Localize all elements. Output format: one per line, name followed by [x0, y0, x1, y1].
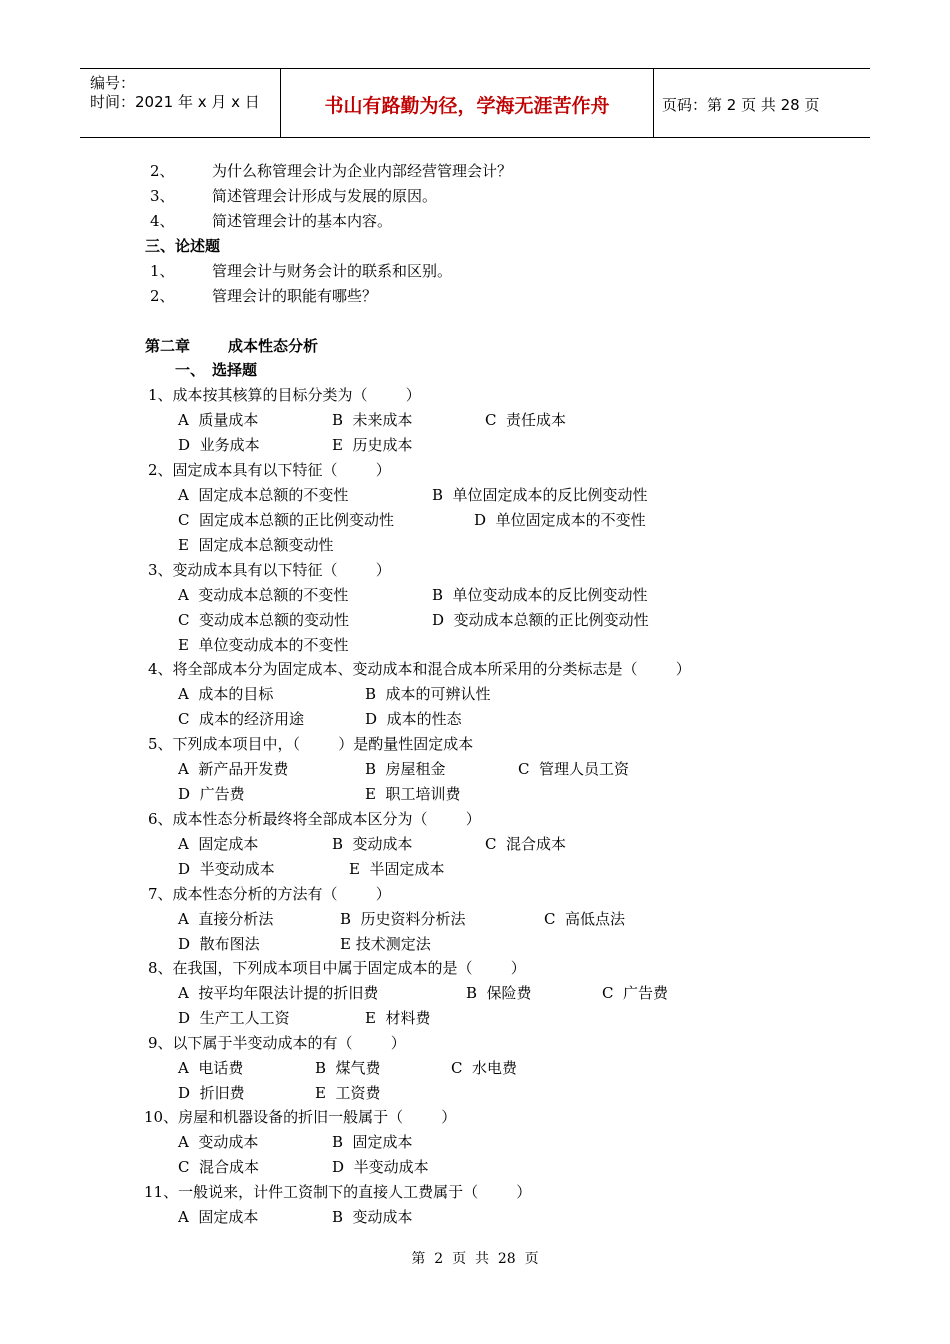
question-option: D 广告费 — [178, 785, 245, 803]
question-option: E 技术测定法 — [340, 935, 431, 953]
question-option: C 固定成本总额的正比例变动性 — [178, 511, 395, 529]
question-option: B 单位固定成本的反比例变动性 — [432, 486, 648, 504]
question-stem: 8、在我国，下列成本项目中属于固定成本的是（ ） — [148, 959, 526, 977]
question-option: C 广告费 — [602, 984, 669, 1002]
question-option: A 固定成本 — [178, 835, 259, 853]
question-stem: 1、成本按其核算的目标分类为（ ） — [148, 386, 421, 404]
question-option: D 折旧费 — [178, 1084, 245, 1102]
question-option: B 未来成本 — [332, 411, 413, 429]
number-label: 编号： — [90, 74, 136, 92]
question-option: E 历史成本 — [332, 436, 413, 454]
chapter-title: 成本性态分析 — [228, 337, 319, 355]
question-stem: 4、将全部成本分为固定成本、变动成本和混合成本所采用的分类标志是（ ） — [148, 660, 691, 678]
question-option: D 半变动成本 — [332, 1158, 429, 1176]
question-stem: 7、成本性态分析的方法有（ ） — [148, 885, 391, 903]
section-title: 选择题 — [212, 361, 258, 379]
question-option: A 按平均年限法计提的折旧费 — [178, 984, 379, 1002]
short-question-text: 简述管理会计形成与发展的原因。 — [212, 187, 438, 205]
short-question-text: 为什么称管理会计为企业内部经营管理会计？ — [212, 162, 513, 180]
chapter-number: 第二章 — [145, 337, 191, 355]
question-option: C 混合成本 — [178, 1158, 260, 1176]
question-option: E 职工培训费 — [365, 785, 461, 803]
essay-question-text: 管理会计与财务会计的联系和区别。 — [212, 262, 453, 280]
question-option: C 责任成本 — [485, 411, 567, 429]
question-stem: 5、下列成本项目中，（ ）是酌量性固定成本 — [148, 735, 474, 753]
page-header — [80, 68, 870, 138]
question-option: C 变动成本总额的变动性 — [178, 611, 350, 629]
question-option: B 成本的可辨认性 — [365, 685, 491, 703]
question-option: E 工资费 — [315, 1084, 381, 1102]
question-option: B 变动成本 — [332, 1208, 413, 1226]
question-option: C 成本的经济用途 — [178, 710, 305, 728]
question-option: D 单位固定成本的不变性 — [474, 511, 646, 529]
question-stem: 2、固定成本具有以下特征（ ） — [148, 461, 391, 479]
header-page-cell — [654, 69, 870, 137]
question-option: D 散布图法 — [178, 935, 260, 953]
header-motto-cell — [281, 69, 654, 137]
short-question-number: 3、 — [150, 187, 175, 205]
question-option: A 电话费 — [178, 1059, 244, 1077]
question-stem: 6、成本性态分析最终将全部成本区分为（ ） — [148, 810, 481, 828]
question-option: A 变动成本 — [178, 1133, 259, 1151]
question-option: B 煤气费 — [315, 1059, 381, 1077]
header-meta-cell — [80, 69, 281, 137]
question-option: B 变动成本 — [332, 835, 413, 853]
question-stem: 3、变动成本具有以下特征（ ） — [148, 561, 391, 579]
question-option: E 材料费 — [365, 1009, 431, 1027]
question-option: D 生产工人工资 — [178, 1009, 290, 1027]
question-stem: 10、房屋和机器设备的折旧一般属于（ ） — [144, 1108, 457, 1126]
date-line: 时间：2021 年 x 月 x 日 — [90, 93, 260, 111]
question-option: A 变动成本总额的不变性 — [178, 586, 349, 604]
question-option: A 质量成本 — [178, 411, 259, 429]
short-question-text: 简述管理会计的基本内容。 — [212, 212, 393, 230]
short-question-number: 4、 — [150, 212, 175, 230]
section-number: 一、 — [175, 361, 206, 379]
question-option: D 成本的性态 — [365, 710, 462, 728]
essay-question-number: 2、 — [150, 287, 175, 305]
question-option: A 直接分析法 — [178, 910, 274, 928]
question-option: D 业务成本 — [178, 436, 260, 454]
question-option: E 单位变动成本的不变性 — [178, 636, 349, 654]
motto: 书山有路勤为径，学海无涯苦作舟 — [324, 95, 610, 117]
question-option: B 房屋租金 — [365, 760, 446, 778]
short-question-number: 2、 — [150, 162, 175, 180]
question-option: A 固定成本 — [178, 1208, 259, 1226]
question-stem: 11、一般说来，计件工资制下的直接人工费属于（ ） — [144, 1183, 532, 1201]
question-option: C 管理人员工资 — [518, 760, 630, 778]
question-option: E 固定成本总额变动性 — [178, 536, 334, 554]
question-option: B 保险费 — [466, 984, 532, 1002]
question-option: B 单位变动成本的反比例变动性 — [432, 586, 648, 604]
question-option: A 新产品开发费 — [178, 760, 289, 778]
question-option: C 混合成本 — [485, 835, 567, 853]
question-option: E 半固定成本 — [349, 860, 445, 878]
question-option: C 水电费 — [451, 1059, 518, 1077]
essay-question-text: 管理会计的职能有哪些？ — [212, 287, 378, 305]
essay-heading: 三、论述题 — [145, 237, 221, 255]
question-option: D 半变动成本 — [178, 860, 275, 878]
essay-question-number: 1、 — [150, 262, 175, 280]
question-stem: 9、以下属于半变动成本的有（ ） — [148, 1034, 406, 1052]
question-option: B 历史资料分析法 — [340, 910, 466, 928]
page-info: 页码：第 2 页 共 28 页 — [662, 96, 820, 114]
question-option: D 变动成本总额的正比例变动性 — [432, 611, 649, 629]
question-option: A 成本的目标 — [178, 685, 274, 703]
question-option: C 高低点法 — [544, 910, 626, 928]
question-option: B 固定成本 — [332, 1133, 413, 1151]
question-option: A 固定成本总额的不变性 — [178, 486, 349, 504]
page-footer: 第 2 页 共 28 页 — [411, 1251, 539, 1267]
